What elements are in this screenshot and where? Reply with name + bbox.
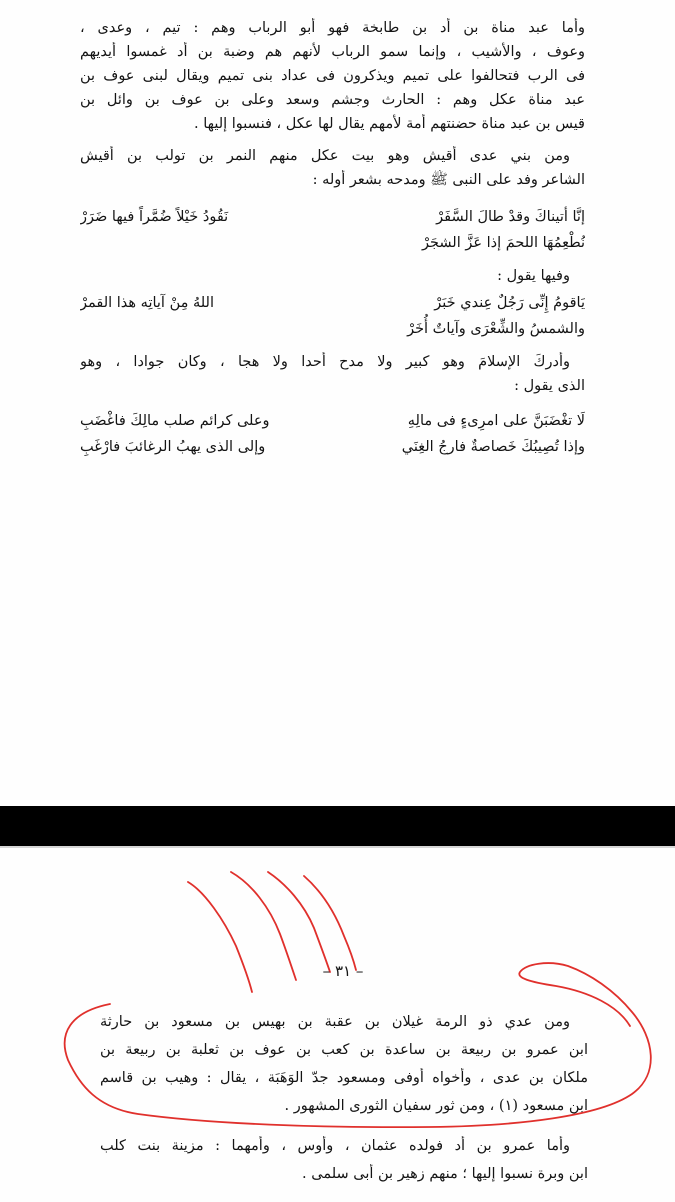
final-line-2: ابن وبرة نسبوا إليها ؛ منهم زهير بن أبى سلمى . [302, 1166, 588, 1182]
highlighted-line-3: ملكان بن عدى ، وأخواه أوفى ومسعود جدّ الوَهَبَة ، يقال : وهيب بن قاسم [100, 1070, 588, 1086]
p1-line-4: عبد مناة عكل وهم : الحارث وجشم وسعد وعلى بن عوف بن وائل بن [80, 92, 585, 108]
verse-2-hemistich-2: اللهُ مِنْ آياتِه هذا القمرْ [80, 295, 215, 311]
separator-bar [0, 806, 675, 846]
intro-2: وفيها يقول : [497, 268, 570, 284]
p3-line-1: وأدركَ الإسلامَ وهو كبير ولا مدح أحدا ولا هجا ، وكان جوادا ، وهو [80, 354, 570, 370]
verse-1-hemistich-1: إنَّا أتيناكَ وقدْ طالَ السَّفَرْ [436, 209, 585, 225]
p1-line-5: قيس بن عبد مناة حضنتهم أمة لأمهم يقال لها عكل ، فنسبوا إليها . [194, 116, 585, 132]
verse-3-hemistich-4: وإلى الذى يهبُ الرغائبَ فارْغَبِ [80, 439, 266, 455]
page-number: – ٣١ – [322, 962, 364, 980]
p3-line-2: الذى يقول : [514, 378, 585, 394]
p2-line-1: ومن بني عدى أقيش وهو بيت عكل منهم النمر بن تولب بن أقيش [80, 148, 570, 164]
p1-line-3: فى الرب فتحالفوا على تميم ويذكرون فى عداد بنى تميم ويقال لبنى عوف بن [80, 68, 585, 84]
highlighted-line-1: ومن عدي ذو الرمة غيلان بن عقبة بن بهيس بن مسعود بن حارثة [100, 1014, 570, 1030]
highlighted-line-4: ابن مسعود (١) ، ومن ثور سفيان الثورى المشهور . [284, 1098, 588, 1114]
p1-line-2: وعوف ، والأشيب ، وإنما سمو الرباب لأنهم هم وضبة بن أد غمسوا أيديهم [80, 44, 585, 60]
verse-1 [80, 206, 585, 256]
verse-2 [80, 292, 585, 342]
p2-line-2: الشاعر وفد على النبى ﷺ ومدحه بشعر أوله : [312, 172, 585, 188]
p1-line-1: وأما عبد مناة بن أد بن طابخة فهو أبو الرباب وهم : تيم ، وعدى ، [80, 20, 585, 36]
verse-3 [80, 410, 585, 460]
verse-3-hemistich-1: لَا تغْضَبَنَّ على امرِىءٍ فى مالِهِ [407, 413, 585, 429]
verse-1-hemistich-3: نُطْعِمُهَا اللحمَ إذا عَزَّ الشجَرْ [421, 235, 585, 251]
verse-1-hemistich-2: نَقُودُ خَيْلاً ضُمَّراً فيها ضَرَرْ [80, 209, 229, 225]
annotation-stroke-1 [188, 882, 252, 992]
verse-3-hemistich-3: وإذا تُصِيبُكَ خَصاصةٌ فارجُ الغِنَي [401, 439, 585, 455]
verse-2-hemistich-3: والشمسُ والشِّعْرَى وآياتٌ أُخَرْ [407, 321, 585, 337]
highlighted-line-2: ابن عمرو بن ربيعة بن ساعدة بن كعب بن عوف بن ثعلبة بن ربيعة بن [100, 1042, 588, 1058]
verse-2-hemistich-1: يَاقومُ إِنِّى رَجُلٌ عِندي خَبَرْ [434, 295, 585, 311]
final-line-1: وأما عمرو بن أد فولده عثمان ، وأوس ، وأمهما : مزينة بنت كلب [100, 1138, 570, 1154]
verse-3-hemistich-2: وعلى كرائم صلب مالِكَ فاغْضَبِ [80, 413, 270, 429]
annotation-stroke-3 [268, 872, 330, 972]
